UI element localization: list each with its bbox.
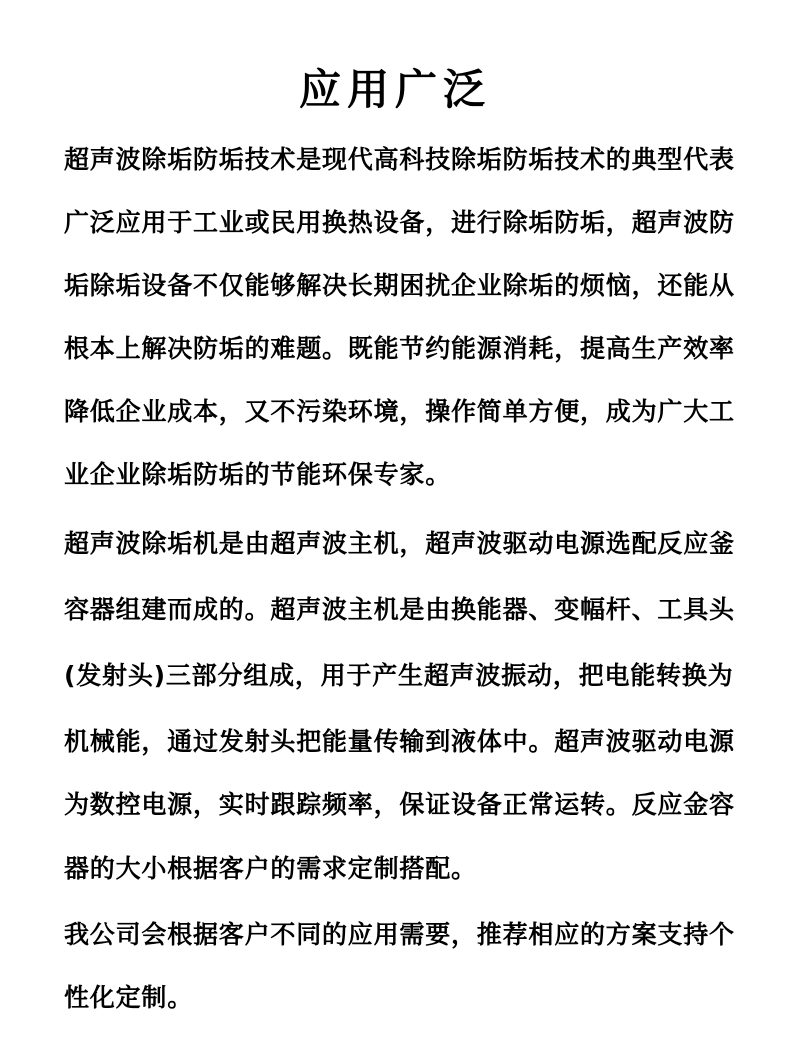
paragraph-3-line-1: 我公司会根据客户不同的应用需要，推荐相应的方案支持个 xyxy=(64,920,735,949)
paragraph-1-line-4: 根本上解决防垢的难题。既能节约能源消耗，提高生产效率 xyxy=(64,334,735,363)
paragraph-2-line-6: 器的大小根据客户的需求定制搭配。 xyxy=(64,854,477,883)
paragraph-2-line-1: 超声波除垢机是由超声波主机，超声波驱动电源选配反应釜 xyxy=(64,529,735,558)
paragraph-1-line-2: 广泛应用于工业或民用换热设备，进行除垢防垢，超声波防 xyxy=(64,208,735,237)
paragraph-2-line-4: 机械能，通过发射头把能量传输到液体中。超声波驱动电源 xyxy=(64,727,735,756)
paragraph-2-line-5: 为数控电源，实时跟踪频率，保证设备正常运转。反应金容 xyxy=(64,790,735,819)
paragraph-2-line-3: (发射头)三部分组成，用于产生超声波振动，把电能转换为 xyxy=(64,661,734,690)
paragraph-1-line-6: 业企业除垢防垢的节能环保专家。 xyxy=(64,460,452,489)
paragraph-1-line-1: 超声波除垢防垢技术是现代高科技除垢防垢技术的典型代表 xyxy=(64,145,735,174)
paragraph-3-line-2: 性化定制。 xyxy=(64,983,194,1012)
page-title: 应用广泛 xyxy=(298,65,491,114)
paragraph-1-line-3: 垢除垢设备不仅能够解决长期困扰企业除垢的烦恼，还能从 xyxy=(64,271,735,300)
paragraph-1-line-5: 降低企业成本，又不污染环境，操作简单方便，成为广大工 xyxy=(64,397,735,426)
paragraph-2-line-2: 容器组建而成的。超声波主机是由换能器、变幅杆、工具头 xyxy=(64,595,735,624)
